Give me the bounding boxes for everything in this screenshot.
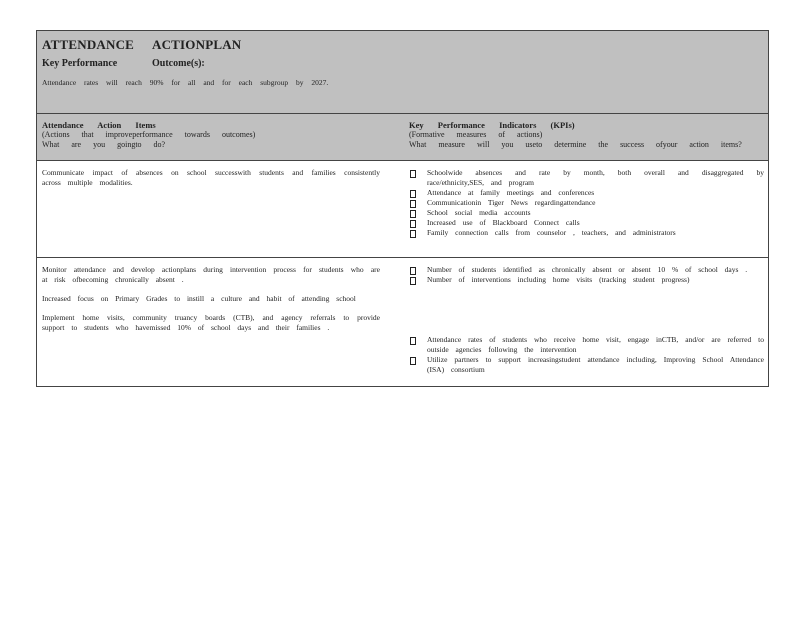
kpi-item: Increased use of Blackboard Connect calls [409,218,764,228]
action-items-heading: Attendance Action Items [42,120,156,130]
action-item: Implement home visits, community truancy boards (CTB), and agency referrals to provide support to students who havemissed 10% of school days and their families . [42,313,380,332]
kpi-heading: Key Performance Indicators (KPIs) [409,120,575,130]
kpi-cell [409,335,764,375]
kpi-item: Number of interventions including home visits (tracking student progress) [409,275,764,285]
kpi-list [409,168,764,238]
kpi-list [409,335,764,375]
action-plan-document [36,30,769,387]
key-performance-outcome-label [42,58,205,69]
kpi-header [409,120,764,150]
action-items-question: What are you goingto do? [42,140,166,149]
action-item: Monitor attendance and develop actionplans during intervention process for students who are at risk ofbecoming chronically absent . [42,265,380,284]
outcome-statement: Attendance rates will reach 90% for all and for each subgroup by 2027. [42,78,329,87]
document-title [42,37,242,53]
kpi-cell [409,265,764,285]
action-cell [42,168,380,188]
kpi-subtitle: (Formative measures of actions) [409,130,543,139]
kpi-item: Communicationin Tiger News regardingattendance [409,198,764,208]
kpi-item: Family connection calls from counselor , teachers, and administrators [409,228,764,238]
kpi-item: Utilize partners to support increasingstudent attendance including, Improving School Attendance (ISA) consortium [409,355,764,375]
kpi-item: Number of students identified as chronically absent or absent 10 % of school days . [409,265,764,275]
kpi-item: Schoolwide absences and rate by month, both overall and disaggregated by race/ethnicity,SES, and program [409,168,764,188]
document-header [37,31,768,114]
kpi-cell [409,168,764,238]
action-item: Increased focus on Primary Grades to instill a culture and habit of attending school [42,294,356,303]
title-word-attendance: ATTENDANCE [42,37,135,52]
kpi-list [409,265,764,285]
kpi-item: Attendance at family meetings and conferences [409,188,764,198]
action-item: Communicate impact of absences on school successwith students and families consistently across multiple modalities. [42,168,380,187]
action-items-header [42,120,402,150]
table-row [37,161,768,258]
kpi-item: Attendance rates of students who receive home visit, engage inCTB, and/or are referred to outside agencies following the intervention [409,335,764,355]
column-headers [37,114,768,161]
kpo-part1: Key Performance [42,58,118,69]
title-word-actionplan: ACTIONPLAN [152,37,242,52]
kpi-question: What measure will you useto determine the success ofyour action items? [409,140,742,149]
kpi-item: School social media accounts [409,208,764,218]
action-items-subtitle: (Actions that improveperformance towards outcomes) [42,130,256,139]
action-cell [42,265,380,333]
table-row [37,258,768,386]
kpo-part2: Outcome(s): [152,58,205,69]
